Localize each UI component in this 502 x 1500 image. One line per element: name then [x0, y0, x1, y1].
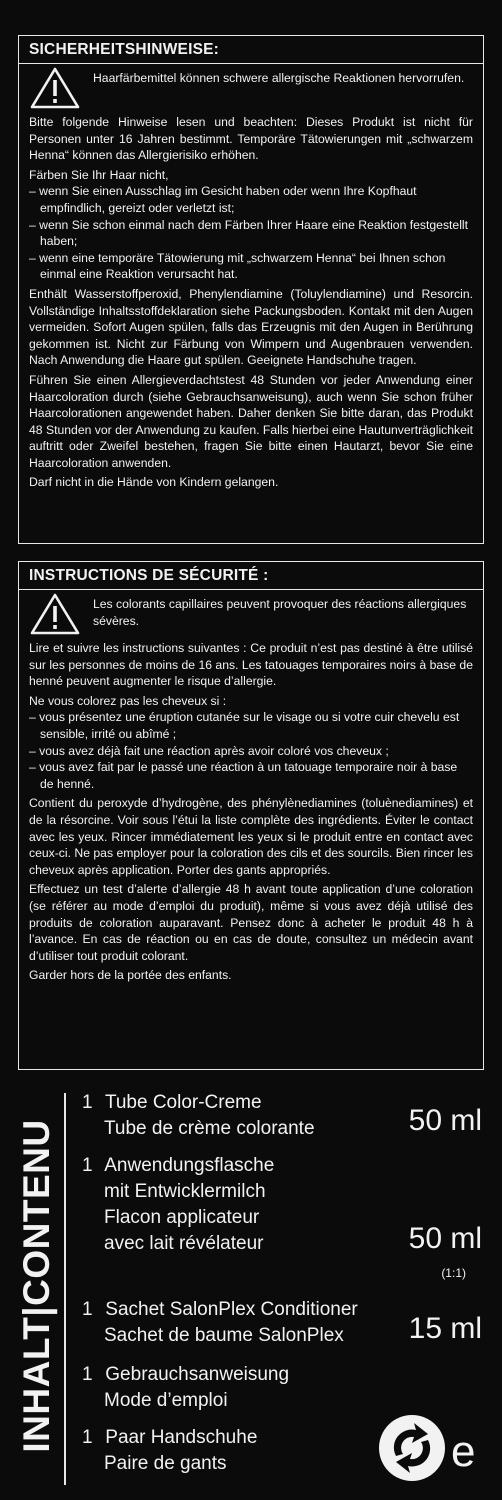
french-paragraph-2: Ne vous colorez pas les cheveux si : [29, 693, 227, 708]
item-line: Paar Handschuhe [105, 1427, 258, 1448]
german-paragraph-3: Enthält Wasserstoffperoxid, Phenylendiamine (Toluylendiamine) und Resorcin. Vollständige Inhaltsstoffdeklaration siehe Packungsboden. Kontakt mit den Augen vermeiden. Sofort Augen spülen, falls das Erzeugnis mit den Augen in Berührung gekommen ist. Nicht zur Färbung von Wimpern und Augenbrauen verwenden. Nach Anwendung die Haare gut spülen. Geeignete Handschuhe tragen. [29, 286, 473, 368]
item-line: avec lait révélateur [104, 1233, 264, 1254]
german-bullet-1: – wenn Sie einen Ausschlag im Gesicht haben oder wenn Ihre Kopfhaut empfindlich, gereizt oder verletzt ist; [29, 183, 473, 216]
item-line: Sachet de baume SalonPlex [104, 1325, 344, 1346]
contents-divider [64, 1093, 66, 1485]
contents-side-label [12, 1088, 62, 1483]
item-qty: 1 [82, 1427, 93, 1448]
german-warning-text: Haarfärbemittel können schwere allergische Reaktionen hervorrufen. [93, 71, 465, 85]
french-bullet-2: – vous avez déjà fait une réaction après avoir coloré vos cheveux ; [29, 743, 473, 760]
estimated-sign-mark: e [451, 1427, 476, 1476]
recycle-icon [376, 1412, 448, 1484]
item-line: mit Entwicklermilch [104, 1181, 266, 1202]
contents-item-instructions [82, 1362, 289, 1414]
warning-triangle-icon [29, 66, 81, 110]
item-line: Flacon applicateur [104, 1207, 260, 1228]
item-line: Paire de gants [104, 1453, 227, 1474]
german-paragraph-4: Führen Sie einen Allergieverdachtstest 48 Stunden vor jeder Anwendung einer Haarcoloration durch (siehe Gebrauchsanweisung), auch wenn Sie schon früher Haarcolorationen angewendet haben. Daher denken Sie bitte daran, das Produkt 48 Stunden vor der Anwendung zu kaufen. Falls hierbei eine Hautunverträglichkeit auftritt oder Zweifel bestehen, fragen Sie bitte einen Hautarzt, bevor Sie eine Haarcoloration anwenden. [29, 372, 473, 470]
french-paragraph-5: Garder hors de la portée des enfants. [29, 968, 232, 983]
contents-item-developer [82, 1153, 274, 1257]
french-paragraph-3: Contient du peroxyde d’hydrogène, des phénylènediamines (toluènediamines) et de la résorcine. Voir sous l’étui la liste complète des ingrédients. Éviter le contact avec les yeux. Rincer immédiatement les yeux si le produit entre en contact avec ceux-ci. Ne pas employer pour la coloration des cils et des sourcils. Bien rincer les cheveux après application. Porter des gants appropriés. [29, 796, 473, 877]
german-safety-title: SICHERHEITSHINWEISE: [19, 36, 483, 64]
item-line: Mode d’emploi [104, 1390, 228, 1411]
german-bullet-2: – wenn Sie schon einmal nach dem Färben Ihrer Haare eine Reaktion festgestellt haben; [29, 217, 473, 250]
item-line: Sachet SalonPlex Conditioner [105, 1299, 358, 1320]
french-bullet-3: – vous avez fait par le passé une réaction à un tatouage temporaire noir à base de henné. [29, 759, 473, 792]
item-ratio-developer: (1:1) [441, 1266, 466, 1280]
french-paragraph-1: Lire et suivre les instructions suivantes : Ce produit n’est pas destiné à être utilisé sur les personnes de moins de 16 ans. Les tatouages temporaires noirs à base de henné peuvent augmenter le risque d’allergie. [29, 641, 473, 689]
item-qty: 1 [82, 1092, 93, 1113]
german-paragraph-5: Darf nicht in die Hände von Kindern gelangen. [29, 475, 279, 490]
contents-item-color-cream [82, 1090, 315, 1142]
warning-triangle-icon [29, 592, 81, 636]
item-qty: 1 [82, 1299, 93, 1320]
item-line: Gebrauchsanweisung [105, 1364, 290, 1385]
item-line: Tube Color-Creme [104, 1092, 262, 1113]
french-safety-title: INSTRUCTIONS DE SÉCURITÉ : [19, 562, 483, 590]
german-bullet-3: – wenn eine temporäre Tätowierung mit „schwarzem Henna“ bei Ihnen schon einmal eine Reaktion verursacht hat. [29, 250, 473, 283]
item-line: Anwendungsflasche [104, 1155, 275, 1176]
item-qty: 1 [82, 1155, 93, 1176]
item-qty: 1 [82, 1364, 93, 1385]
contents-side-label-text: INHALT|CONTENU [16, 1118, 57, 1453]
french-warning-text: Les colorants capillaires peuvent provoquer des réactions allergiques sévères. [93, 597, 467, 628]
german-paragraph-2: Färben Sie Ihr Haar nicht, [29, 167, 169, 182]
item-amount-color-cream: 50 ml [408, 1104, 482, 1137]
french-safety-box [18, 561, 484, 1070]
item-amount-conditioner: 15 ml [408, 1312, 482, 1345]
contents-item-gloves [82, 1425, 257, 1477]
german-safety-box [18, 35, 484, 544]
french-paragraph-4: Effectuez un test d’alerte d’allergie 48 h avant toute application d’une coloration (se référer au mode d’emploi du produit), même si vous avez déjà utilisé des produits de coloration auparavant. Pensez donc à acheter le produit 48 h à l’avance. En cas de réaction ou en cas de doute, consultez un médecin avant d’utiliser tout produit colorant. [29, 882, 473, 963]
french-bullet-1: – vous présentez une éruption cutanée sur le visage ou si votre cuir chevelu est sensible, irrité ou abîmé ; [29, 709, 473, 742]
item-line: Tube de crème colorante [104, 1118, 315, 1139]
german-paragraph-1: Bitte folgende Hinweise lesen und beachten: Dieses Produkt ist nicht für Personen unter 16 Jahren bestimmt. Temporäre Tätowierungen mit „schwarzem Henna“ können das Allergierisiko erhöhen. [29, 115, 473, 163]
contents-item-conditioner [82, 1297, 358, 1349]
item-amount-developer: 50 ml [408, 1222, 482, 1255]
